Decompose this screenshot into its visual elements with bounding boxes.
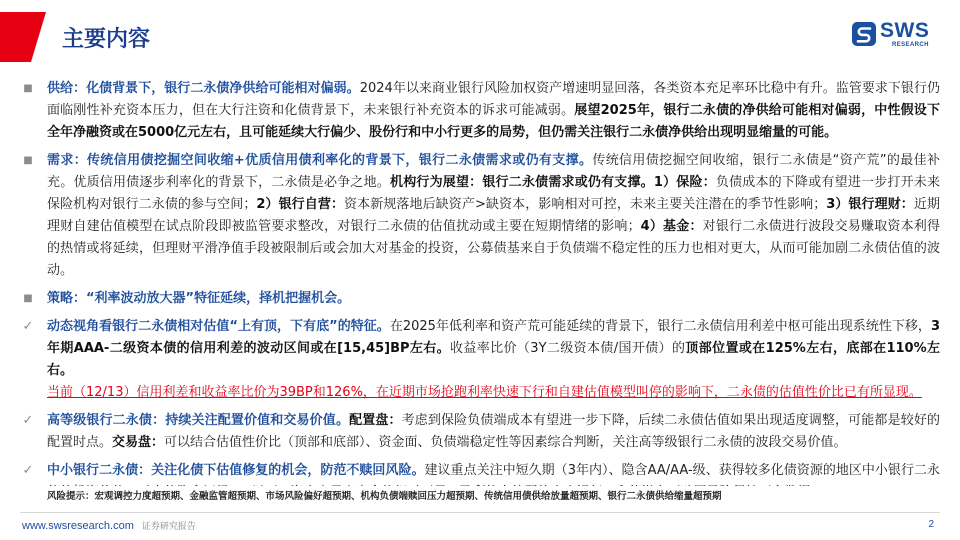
page-title: 主要内容: [62, 27, 151, 52]
list-item-valuation: [20, 316, 940, 404]
square-bullet-icon: ■: [23, 83, 33, 94]
list-item-high-grade: [20, 410, 940, 454]
item-text: 考虑到保险负债端成本有望进一步下降，后续二永债估值如果出现适度调整，可能都是较好的配置时点。: [47, 413, 940, 450]
item-bold-text: 3年期AAA-二级资本债的信用利差的波动区间或在[15,45]BP左右。: [47, 319, 940, 356]
item-heading: 中小银行二永债：关注化债下估值修复的机会，防范不赎回风险。: [47, 463, 425, 478]
check-bullet-icon: ✓: [22, 463, 34, 478]
risk-warning: 风险提示：宏观调控力度超预期、金融监管超预期、市场风险偏好超预期、机构负债端赎回压力超预期、传统信用债供给放量超预期、银行二永债供给缩量超预期: [47, 491, 722, 502]
item-heading: 高等级银行二永债：持续关注配置价值和交易价值。: [47, 413, 350, 428]
footer-label: 证券研究报告: [141, 522, 196, 532]
highlight-note: 当前（12/13）信用利差和收益率比价为39BP和126%，在近期市场抢跑利率快速下行和自建估值模型叫停的影响下，二永债的估值性价比已有所显现。: [47, 385, 922, 400]
item-text: 负债成本的下降或有望进一步打开未来保险机构对银行二永债的参与空间；: [47, 175, 940, 212]
item-text: 收益率比价（3Y二级资本债/国开债）的: [450, 341, 686, 356]
page-number: 2: [928, 519, 934, 530]
item-bold-text: 配置盘：: [349, 413, 402, 428]
check-bullet-icon: ✓: [22, 319, 34, 334]
square-bullet-icon: ■: [23, 155, 33, 166]
logo-sub-text: RESEARCH: [892, 42, 929, 48]
item-text: 可以结合估值性价比（顶部和底部）、资金面、负债端稳定性等因素综合判断，关注高等级银行二永债的波段交易价值。: [164, 435, 847, 450]
item-text: 资本新规落地后缺资产>缺资本，影响相对可控，未来主要关注潜在的季节性影响；: [344, 197, 827, 212]
list-item-demand: [20, 150, 940, 282]
item-text: 建议重点关注中短久期（3年内）、隐含AA/AA-级、获得较多化债资源的地区中小银行二永: [424, 463, 940, 478]
item-bold-text: 3）银行理财：: [826, 197, 914, 212]
item-text: 2024年以来商业银行风险加权资产增速明显回落，各类资本充足率环比稳中有升。监管要求下银行仍面临刚性补充资本压力，但在大行注资和化债背景下，未来银行补充资本的诉求可能减弱。: [47, 81, 940, 118]
footer-url: www.swsresearch.com: [22, 520, 134, 532]
item-heading: 供给：化债背景下，银行二永债净供给可能相对偏弱。: [47, 81, 360, 96]
footer-divider: [20, 512, 940, 513]
list-item-strategy: [20, 288, 940, 310]
list-item-supply: [20, 78, 940, 144]
item-bold-text: 2）银行自营：: [256, 197, 345, 212]
item-bold-text: 机构行为展望：银行二永债需求或仍有支撑。1）保险：: [390, 175, 716, 190]
header-red-mark: [0, 12, 46, 62]
content-list: [20, 78, 940, 486]
item-text: 在2025年低利率和资产荒可能延续的背景下，银行二永债信用利差中枢可能出现系统性下移，: [389, 319, 931, 334]
sws-swirl-icon: [852, 22, 876, 46]
square-bullet-icon: ■: [23, 293, 33, 304]
footer: [22, 519, 196, 532]
item-text: 近期理财自建估值模型在试点阶段即被监管要求整改，对银行二永债的估值扰动或主要在短期情绪的影响；: [47, 197, 940, 234]
item-bold-text: 顶部位置或在125%左右，底部在110%左右。: [47, 341, 940, 378]
logo-brand-text: SWS: [880, 19, 930, 42]
item-text: 对银行二永债进行波段交易赚取资本利得的热情或将延续，但理财平滑净值手段被限制后或会加大对基金的投资，公募债基来自于负债端不稳定性的压力也相对更大，从而可能加剧二永债估值的波动。: [47, 219, 940, 278]
list-item-small-banks: [20, 460, 940, 486]
sws-logo: [852, 20, 944, 52]
check-bullet-icon: ✓: [22, 413, 34, 428]
item-heading: 策略：“利率波动放大器”特征延续，择机把握机会。: [47, 291, 351, 306]
item-bold-text: 交易盘：: [112, 435, 165, 450]
item-bold-text: 展望2025年，银行二永债的净供给可能相对偏弱，中性假设下全年净融资或在5000亿元左右，且可能延续大行偏少、股份行和中小行更多的局势，但仍需关注银行二永债净供给出现明显缩量的可能。: [47, 103, 940, 140]
item-bold-text: 4）基金：: [640, 219, 703, 234]
item-heading: 动态视角看银行二永债相对估值“上有顶，下有底”的特征。: [47, 319, 390, 334]
item-heading: 需求：传统信用债挖掘空间收缩+优质信用债利率化的背景下，银行二永债需求或仍有支撑。: [47, 153, 593, 168]
item-text: 传统信用债挖掘空间收缩，银行二永债是“资产荒”的最佳补充。优质信用债逐步利率化的背景下，二永债是必争之地。: [47, 153, 940, 190]
